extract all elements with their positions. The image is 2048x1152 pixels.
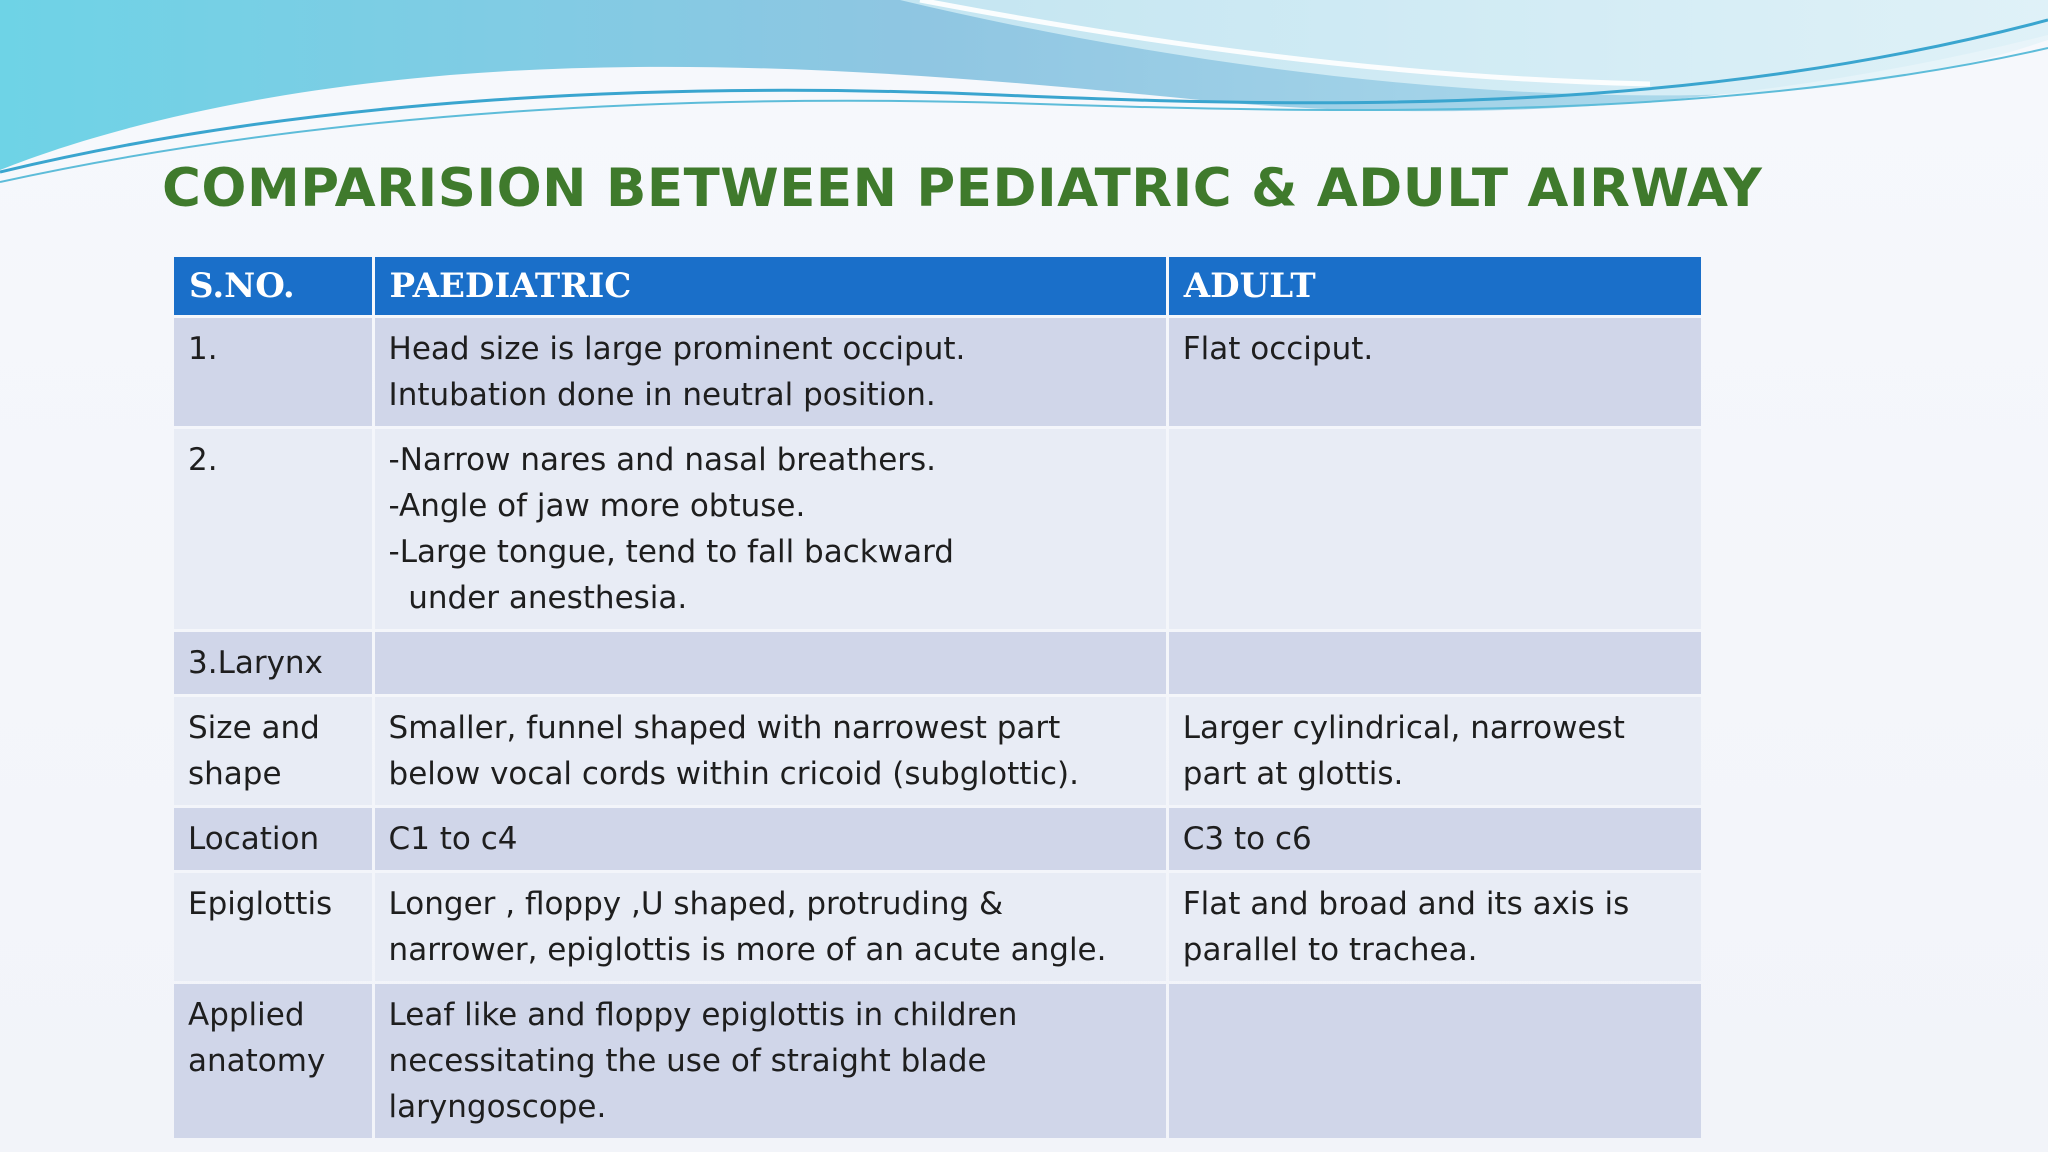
cell-paediatric (375, 632, 1166, 694)
cell-text: 1. (188, 331, 218, 367)
cell-text: 2. (188, 442, 218, 478)
cell-text: narrower, epiglottis is more of an acute angle. (388, 932, 1107, 968)
cell-adult (1169, 697, 1701, 805)
cell-paediatric (375, 873, 1166, 981)
header-adult: ADULT (1169, 257, 1701, 315)
cell-adult (1169, 873, 1701, 981)
cell-text: C1 to c4 (388, 821, 518, 857)
cell-text: Larger cylindrical, narrowest (1182, 710, 1625, 746)
table-row (174, 429, 1701, 629)
cell-text: Flat occiput. (1182, 331, 1374, 367)
cell-sno (174, 318, 372, 426)
table-row (174, 318, 1701, 426)
table-row (174, 632, 1701, 694)
cell-paediatric (375, 318, 1166, 426)
cell-text: Longer , floppy ,U shaped, protruding & (388, 886, 1004, 922)
table-row (174, 873, 1701, 981)
cell-text: Applied (188, 997, 305, 1033)
cell-adult (1169, 318, 1701, 426)
header-paediatric: PAEDIATRIC (375, 257, 1166, 315)
cell-text: anatomy (188, 1043, 326, 1079)
cell-text: shape (188, 756, 282, 792)
cell-sno (174, 873, 372, 981)
cell-sno (174, 808, 372, 870)
cell-sno (174, 429, 372, 629)
cell-sno (174, 632, 372, 694)
cell-text: Epiglottis (188, 886, 333, 922)
cell-adult (1169, 429, 1701, 629)
cell-text: Flat and broad and its axis is (1182, 886, 1630, 922)
cell-text: necessitating the use of straight blade (388, 1043, 987, 1079)
cell-text: -Angle of jaw more obtuse. (388, 488, 806, 524)
cell-text: Size and (188, 710, 320, 746)
cell-text: Smaller, funnel shaped with narrowest part (388, 710, 1061, 746)
cell-text: below vocal cords within cricoid (subglottic). (388, 756, 1079, 792)
slide-title: COMPARISION BETWEEN PEDIATRIC & ADULT AIRWAY (162, 158, 1763, 219)
table-row (174, 697, 1701, 805)
table-body (174, 318, 1701, 1138)
cell-text: part at glottis. (1182, 756, 1404, 792)
cell-text: Location (188, 821, 320, 857)
cell-adult (1169, 632, 1701, 694)
cell-sno (174, 697, 372, 805)
cell-adult (1169, 984, 1701, 1138)
table-row (174, 808, 1701, 870)
cell-text: C3 to c6 (1182, 821, 1312, 857)
cell-text: parallel to trachea. (1182, 932, 1478, 968)
cell-paediatric (375, 984, 1166, 1138)
cell-text: Intubation done in neutral position. (388, 377, 936, 413)
cell-paediatric (375, 808, 1166, 870)
cell-paediatric (375, 697, 1166, 805)
table-row (174, 984, 1701, 1138)
comparison-table (171, 254, 1704, 1141)
cell-paediatric (375, 429, 1166, 629)
header-sno: S.NO. (174, 257, 372, 315)
cell-sno (174, 984, 372, 1138)
cell-text: Head size is large prominent occiput. (388, 331, 966, 367)
cell-text: -Narrow nares and nasal breathers. (388, 442, 937, 478)
cell-text: 3.Larynx (188, 645, 323, 681)
cell-text: under anesthesia. (388, 580, 688, 616)
cell-text: Leaf like and floppy epiglottis in children (388, 997, 1018, 1033)
cell-text: laryngoscope. (388, 1089, 607, 1125)
table-header-row (174, 257, 1701, 315)
cell-text: -Large tongue, tend to fall backward (388, 534, 954, 570)
cell-adult (1169, 808, 1701, 870)
